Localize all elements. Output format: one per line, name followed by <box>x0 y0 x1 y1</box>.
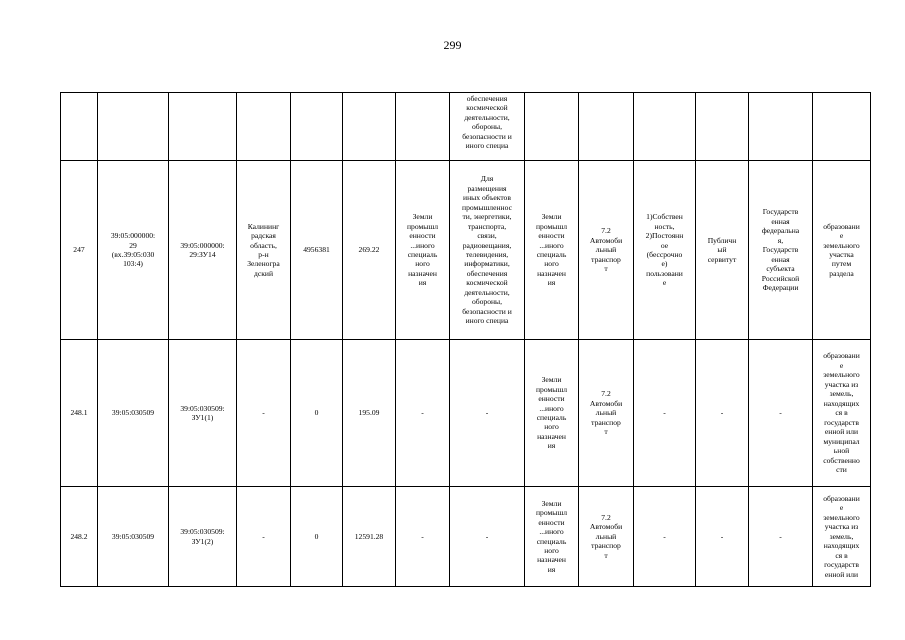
cell-text: раздела <box>829 268 854 278</box>
cell-text: ьной <box>833 446 850 456</box>
cell-text: собственно <box>823 455 860 465</box>
cell-text: ое <box>660 240 669 250</box>
cell-text: - <box>262 531 265 541</box>
cell-text: образовани <box>823 221 860 231</box>
cell-text: субъекта <box>766 264 795 274</box>
table-cell <box>169 487 237 587</box>
table-cell <box>98 93 169 161</box>
table-cell <box>634 93 696 161</box>
cell-text: иного специа <box>465 316 509 326</box>
cell-text: обеспечения <box>466 94 508 103</box>
cell-text: ...иного <box>539 240 564 250</box>
cell-text: дский <box>253 268 274 278</box>
table-cell <box>396 161 450 340</box>
cell-text: государств <box>824 417 859 427</box>
cell-text: обеспечения <box>466 268 508 278</box>
cell-text: 247 <box>73 245 85 255</box>
cell-text: ного <box>544 422 559 432</box>
cell-text: специаль <box>536 413 567 422</box>
cell-text: 29 <box>129 240 137 250</box>
cell-text: обороны, <box>471 122 503 132</box>
cell-text: транспор <box>591 254 621 264</box>
cell-text: Калининг <box>247 221 280 231</box>
table-cell <box>237 93 291 161</box>
cell-text: 39:05:030509 <box>111 408 155 418</box>
table-cell <box>525 161 579 340</box>
cell-text: енной или <box>824 427 859 437</box>
table-cell <box>813 487 871 587</box>
table-cell <box>450 487 525 587</box>
table-cell <box>98 161 169 340</box>
cell-text: Земли <box>541 375 562 385</box>
cell-text: 7.2 <box>601 226 611 236</box>
table-cell <box>450 93 525 161</box>
cell-text: - <box>485 531 489 541</box>
cell-text: Земли <box>541 212 562 222</box>
cell-text: обороны, <box>471 297 503 307</box>
cell-text: Публичн <box>707 235 737 245</box>
land-plot-table <box>60 92 871 587</box>
table-cell <box>169 93 237 161</box>
table-cell <box>61 161 98 340</box>
cell-text: (бессрочно <box>646 250 683 259</box>
cell-text: 0 <box>314 531 319 541</box>
cell-text: промышл <box>535 384 568 394</box>
cell-text: енности <box>409 231 436 241</box>
cell-text: земельного <box>823 240 860 250</box>
cell-text: назначен <box>537 555 566 565</box>
table-cell <box>396 93 450 161</box>
cell-text: 29:ЗУ14 <box>189 250 216 259</box>
cell-text: связи, <box>477 231 497 241</box>
cell-text: 12591.28 <box>354 531 384 541</box>
table-cell <box>98 340 169 487</box>
cell-text: транспор <box>591 417 621 427</box>
table-cell <box>579 487 634 587</box>
cell-text: телевидения, <box>465 250 509 259</box>
cell-text: путем <box>831 259 852 269</box>
cell-text: промышл <box>406 221 439 231</box>
cell-text: ность, <box>654 221 675 231</box>
cell-text: е <box>662 278 667 288</box>
table-cell <box>579 340 634 487</box>
table-row <box>61 340 871 487</box>
table-cell <box>579 161 634 340</box>
table-cell <box>634 161 696 340</box>
cell-text: енная <box>771 254 790 264</box>
cell-text: ия <box>547 564 556 574</box>
cell-text: назначен <box>408 268 437 278</box>
table-row <box>61 161 871 340</box>
cell-text: ...иного <box>539 403 564 413</box>
cell-text: Земли <box>541 498 562 508</box>
cell-text: 195.09 <box>358 408 380 418</box>
cell-text: р-н <box>258 250 269 259</box>
cell-text: Федерации <box>762 283 799 293</box>
cell-text: транспорта, <box>467 221 507 231</box>
table-cell <box>291 487 343 587</box>
cell-text: специаль <box>536 536 567 546</box>
table-cell <box>579 93 634 161</box>
cell-text: 39:05:030509: <box>180 527 225 537</box>
cell-text: - <box>663 408 666 418</box>
cell-text: ти, энергетики, <box>462 212 512 222</box>
cell-text: находящих <box>823 398 860 408</box>
cell-text: сти <box>836 465 847 475</box>
cell-text: 0 <box>314 408 319 418</box>
cell-text: назначен <box>537 431 566 441</box>
cell-text: размещения <box>467 183 507 193</box>
table-cell <box>813 161 871 340</box>
cell-text: земельного <box>823 370 860 380</box>
table-row <box>61 487 871 587</box>
cell-text: Зеленогра <box>247 259 280 269</box>
cell-text: участка из <box>824 379 859 389</box>
table-cell <box>343 161 396 340</box>
table-cell <box>61 93 98 161</box>
cell-text: промышленнос <box>462 202 512 212</box>
table-cell <box>237 487 291 587</box>
cell-text: промышл <box>535 508 568 518</box>
cell-text: ного <box>544 259 559 269</box>
cell-text: специаль <box>536 250 567 259</box>
table-cell <box>749 340 813 487</box>
cell-text: пользовани <box>646 268 683 278</box>
cell-text: е) <box>661 259 668 269</box>
cell-text: 39:05:030509: <box>180 403 225 413</box>
table-cell <box>343 487 396 587</box>
cell-text: - <box>779 531 782 541</box>
cell-text: е <box>839 231 844 241</box>
table-cell <box>237 161 291 340</box>
cell-text: безопасности и <box>462 131 512 141</box>
cell-text: специаль <box>407 250 438 259</box>
cell-text: 1)Собствен <box>646 212 683 222</box>
cell-text: государств <box>824 560 859 570</box>
table-cell <box>396 487 450 587</box>
table-cell <box>98 487 169 587</box>
cell-text: енной или <box>824 569 859 579</box>
cell-text: промышл <box>535 221 568 231</box>
cell-text: радская <box>251 231 276 241</box>
cell-text: (вх.39:05:030 <box>111 250 155 259</box>
table-cell <box>343 93 396 161</box>
table-cell <box>749 487 813 587</box>
cell-text: ЗУ1(1) <box>191 413 214 422</box>
cell-text: транспор <box>591 541 621 551</box>
cell-text: муниципал <box>823 436 860 446</box>
cell-text: ия <box>418 278 427 288</box>
page-number: 299 <box>443 38 462 52</box>
table-row <box>61 93 871 161</box>
table-cell <box>343 340 396 487</box>
cell-text: безопасности и <box>462 306 512 316</box>
table-cell <box>61 340 98 487</box>
table-cell <box>169 340 237 487</box>
cell-text: я, <box>777 235 784 245</box>
cell-text: - <box>720 408 724 418</box>
cell-text: Государств <box>762 207 799 217</box>
cell-text: т <box>604 550 608 560</box>
table-cell <box>813 93 871 161</box>
cell-text: образовани <box>823 493 860 503</box>
cell-text: - <box>421 531 424 541</box>
cell-text: земель, <box>829 389 854 399</box>
table-cell <box>696 340 749 487</box>
table-cell <box>634 487 696 587</box>
cell-text: ...иного <box>410 240 435 250</box>
cell-text: Автомоби <box>589 398 623 408</box>
table-cell <box>61 487 98 587</box>
table-cell <box>696 487 749 587</box>
cell-text: сервитут <box>707 254 737 264</box>
cell-text: область, <box>250 240 277 250</box>
cell-text: - <box>720 531 724 541</box>
cell-text: енности <box>538 394 565 404</box>
cell-text: ...иного <box>539 527 564 537</box>
table-cell <box>749 93 813 161</box>
cell-text: земельного <box>823 512 860 522</box>
cell-text: - <box>485 408 489 418</box>
cell-text: образовани <box>823 351 860 361</box>
cell-text: 2)Постоянн <box>645 231 684 241</box>
cell-text: 7.2 <box>601 512 611 522</box>
cell-text: ся в <box>835 550 848 560</box>
cell-text: Автомоби <box>589 235 623 245</box>
cell-text: 7.2 <box>601 389 611 399</box>
cell-text: Государств <box>762 245 799 255</box>
cell-text: ного <box>544 545 559 555</box>
cell-text: деятельности, <box>464 112 510 122</box>
cell-text: участка <box>829 250 854 259</box>
cell-text: иных объектов <box>463 193 511 203</box>
cell-text: деятельности, <box>464 287 510 297</box>
cell-text: космической <box>466 103 508 113</box>
cell-text: космической <box>466 278 508 288</box>
cell-text: е <box>839 360 844 370</box>
cell-text: земель, <box>829 531 854 541</box>
cell-text: Российской <box>761 273 800 283</box>
table-cell <box>696 161 749 340</box>
cell-text: ый <box>717 245 727 255</box>
cell-text: 269.22 <box>358 245 380 255</box>
cell-text: ного <box>415 259 430 269</box>
cell-text: ся в <box>835 408 848 418</box>
cell-text: льный <box>595 245 617 255</box>
table-cell <box>525 487 579 587</box>
cell-text: ия <box>547 441 556 451</box>
cell-text: 39:05:000000: <box>180 240 225 250</box>
cell-text: Автомоби <box>589 522 623 532</box>
cell-text: льный <box>595 531 617 541</box>
cell-text: 248.1 <box>70 408 88 418</box>
cell-text: 39:05:000000: <box>110 231 156 241</box>
cell-text: т <box>604 264 608 274</box>
table-cell <box>396 340 450 487</box>
table-cell <box>696 93 749 161</box>
cell-text: радиовещания, <box>462 240 512 250</box>
cell-text: енности <box>538 231 565 241</box>
table-cell <box>525 93 579 161</box>
cell-text: назначен <box>537 268 566 278</box>
cell-text: информатики, <box>464 259 510 269</box>
cell-text: ЗУ1(2) <box>191 536 214 546</box>
table-cell <box>169 161 237 340</box>
cell-text: енности <box>538 517 565 527</box>
table-cell <box>291 340 343 487</box>
table-cell <box>291 161 343 340</box>
cell-text: - <box>421 408 424 418</box>
cell-text: 103:4) <box>123 259 143 269</box>
table-cell <box>450 161 525 340</box>
table-cell <box>813 340 871 487</box>
cell-text: 39:05:030509 <box>111 531 155 541</box>
cell-text: ия <box>547 278 556 288</box>
cell-text: находящих <box>823 541 860 551</box>
cell-text: федеральна <box>761 226 800 236</box>
cell-text: 248.2 <box>70 531 88 541</box>
table-cell <box>525 340 579 487</box>
table-cell <box>450 340 525 487</box>
cell-text: енная <box>771 216 790 226</box>
cell-text: льный <box>595 408 617 418</box>
cell-text: - <box>262 408 265 418</box>
cell-text: участка из <box>824 522 859 532</box>
table-cell <box>291 93 343 161</box>
cell-text: иного специа <box>465 141 509 151</box>
cell-text: - <box>663 531 666 541</box>
cell-text: Земли <box>412 212 433 222</box>
cell-text: т <box>604 427 608 437</box>
cell-text: - <box>779 408 782 418</box>
table-cell <box>237 340 291 487</box>
cell-text: 4956381 <box>303 245 330 255</box>
table-cell <box>634 340 696 487</box>
table-cell <box>749 161 813 340</box>
cell-text: е <box>839 503 844 513</box>
cell-text: Для <box>480 174 494 184</box>
